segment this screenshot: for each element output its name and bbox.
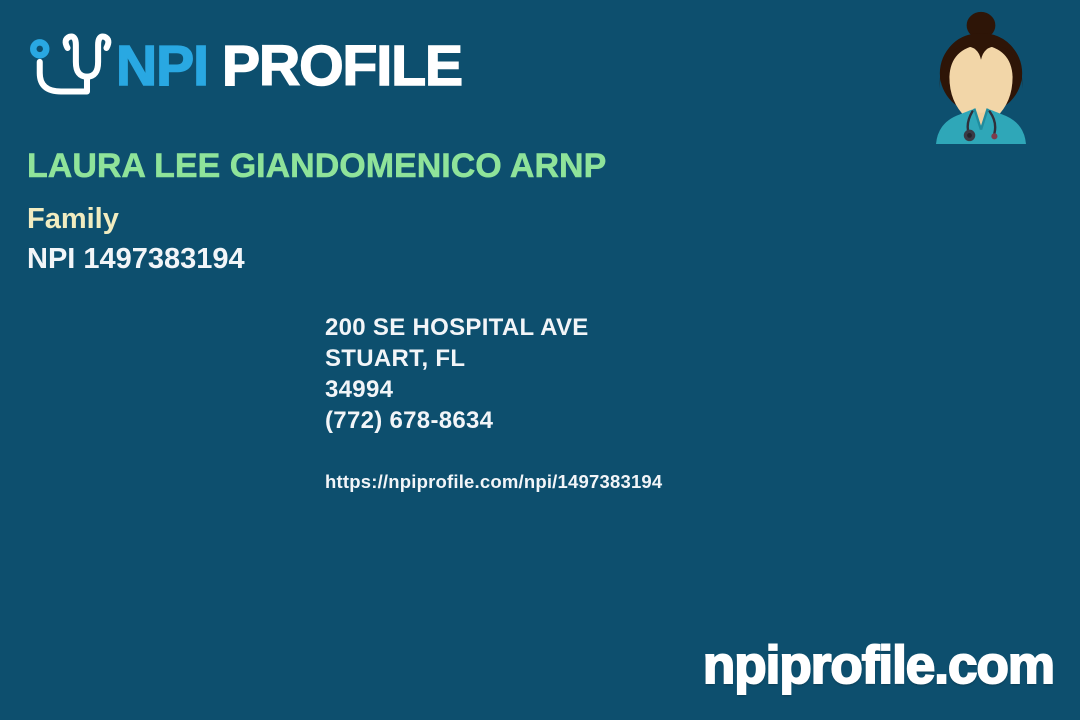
phone-number: (772) 678-8634 [325, 407, 494, 434]
provider-name: LAURA LEE GIANDOMENICO ARNP [27, 147, 607, 185]
logo-text-npi: NPI [116, 33, 209, 98]
address-street: 200 SE HOSPITAL AVE [325, 314, 589, 341]
address-city-state: STUART, FL [325, 345, 466, 372]
logo-text-profile: PROFILE [222, 33, 463, 98]
stethoscope-icon [24, 26, 112, 106]
address-block [325, 312, 589, 436]
logo-wordmark [116, 33, 463, 98]
address-zip: 34994 [325, 376, 394, 403]
nurse-avatar [933, 10, 1029, 144]
provider-taxonomy: Family [27, 203, 119, 235]
profile-url-link[interactable]: https://npiprofile.com/npi/1497383194 [325, 471, 663, 492]
provider-npi-number: NPI 1497383194 [27, 243, 245, 275]
domain-wordmark: npiprofile.com [702, 636, 1054, 695]
logo [24, 26, 462, 106]
